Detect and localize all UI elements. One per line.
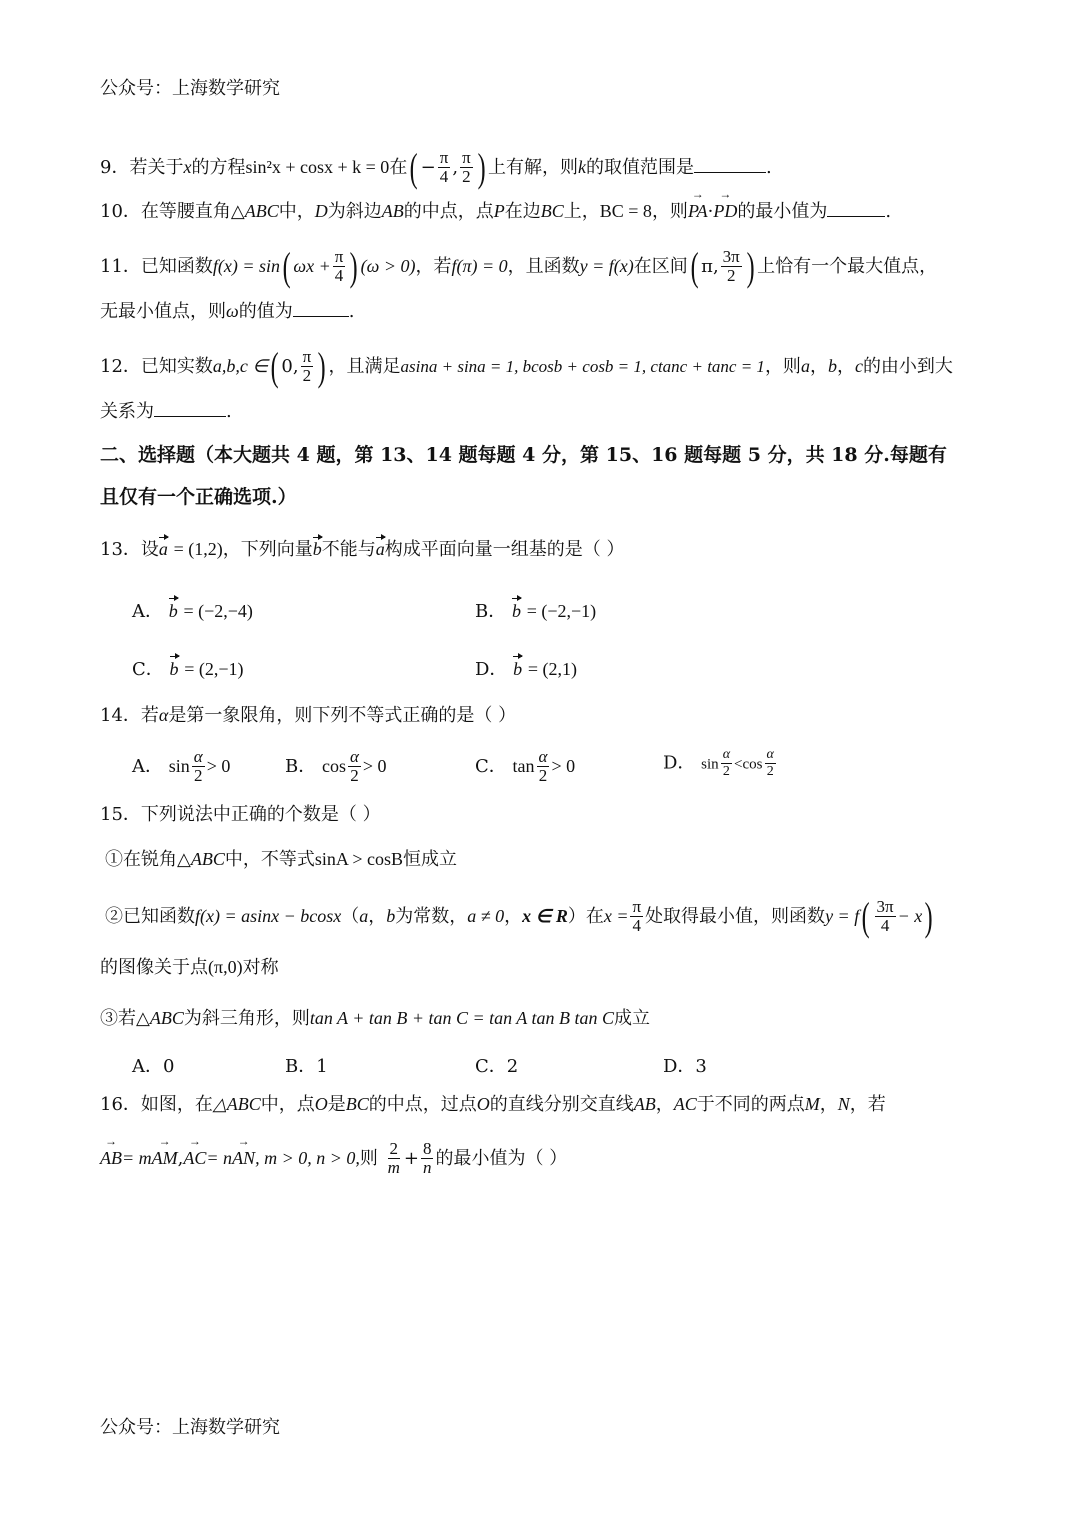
q14-option-b[interactable]: B． cos $\frac{\alpha}{2}$ > 0 (285, 747, 387, 785)
q14-option-c[interactable]: C． tan $\frac{\alpha}{2}$ > 0 (475, 747, 576, 785)
q15-statement-1: ①在锐角△ABC中，不等式sinA > cosB恒成立 (105, 849, 458, 870)
question-10: 10．在等腰直角△ABC中，D为斜边AB的中点，点P在边BC上，BC = 8，则PA →·PD →的最小值为 . (100, 202, 891, 221)
q15-option-d[interactable]: D．3 (663, 1056, 707, 1077)
q14-option-a[interactable]: A． sin $\frac{\alpha}{2}$ > 0 (132, 747, 231, 785)
question-13: 13．设a = (1,2)，下列向量b不能与a构成平面向量一组基的是（ ） (100, 539, 625, 560)
q14-option-d[interactable]: D． sin $\frac{\alpha}{2}$ <cos $\frac{\alpha}{2}$ (663, 747, 774, 779)
question-16: 16．如图，在△ABC中，点O是BC的中点，过点O的直线分别交直线AB，AC于不同的两点M，N，若 (100, 1094, 886, 1115)
q15-statement-3: ③若△ABC为斜三角形，则tan A + tan B + tan C = tan A tan B tan C成立 (100, 1008, 650, 1029)
question-11-cont: 无最小值点，则ω的值为 . (100, 301, 355, 322)
question-12: 12．已知实数a,b,c ∈( 0, $\frac{\pi}{2}$ ) ，且满足asina + sina = 1, bcosb + cosb = 1, ctanc + tanc = 1，则a，b，c的由小到大 (100, 344, 953, 389)
question-9: 9．若关于x的方程sin²x + cosx + k = 0在( − $\frac{\pi}{4}$ , $\frac{\pi}{2}$ ) 上有解，则k的取值范围是 . (100, 145, 772, 190)
page-footer: 公众号：上海数学研究 (100, 1417, 280, 1438)
q15-option-a[interactable]: A．0 (132, 1056, 175, 1077)
q15-statement-2-cont: 的图像关于点(π,0)对称 (100, 957, 279, 978)
q15-option-b[interactable]: B．1 (285, 1056, 328, 1077)
section-2-heading: 二、选择题（本大题共 4 题，第 13、14 题每题 4 分，第 15、16 题每题 5 分，共 18 分.每题有 (100, 444, 947, 466)
question-14: 14．若α是第一象限角，则下列不等式正确的是（ ） (100, 705, 517, 726)
question-12-cont: 关系为 . (100, 401, 232, 422)
q15-statement-2: ②已知函数f(x) = asinx − bcosx（a，b为常数，a ≠ 0，x ∈ R）在x = $\frac{\pi}{4}$ 处取得最小值，则函数y = f( $\frac{3\pi}{4}$ − x) (105, 894, 933, 939)
page-header: 公众号：上海数学研究 (100, 78, 280, 99)
question-16-cont: AB →= mAM →,AC →= nAN →, m > 0, n > 0,则 $\frac{2}{m}$ + $\frac{8}{n}$ 的最小值为（ ） (100, 1140, 567, 1178)
question-15: 15．下列说法中正确的个数是（ ） (100, 804, 381, 825)
q13-option-b[interactable]: B． b = (−2,−1) (475, 601, 597, 622)
section-2-heading-cont: 且仅有一个正确选项.） (100, 486, 297, 508)
q13-option-d[interactable]: D． b = (2,1) (475, 659, 578, 680)
q15-option-c[interactable]: C．2 (475, 1056, 519, 1077)
question-11: 11．已知函数f(x) = sin( ωx + $\frac{\pi}{4}$ ) (ω > 0)，若f(π) = 0，且函数y = f(x)在区间( π, $\frac{3\pi}{2}$ ) 上恰有一个最大值点， (100, 244, 938, 289)
q13-option-a[interactable]: A． b = (−2,−4) (132, 601, 253, 622)
q13-option-c[interactable]: C． b = (2,−1) (132, 659, 244, 680)
